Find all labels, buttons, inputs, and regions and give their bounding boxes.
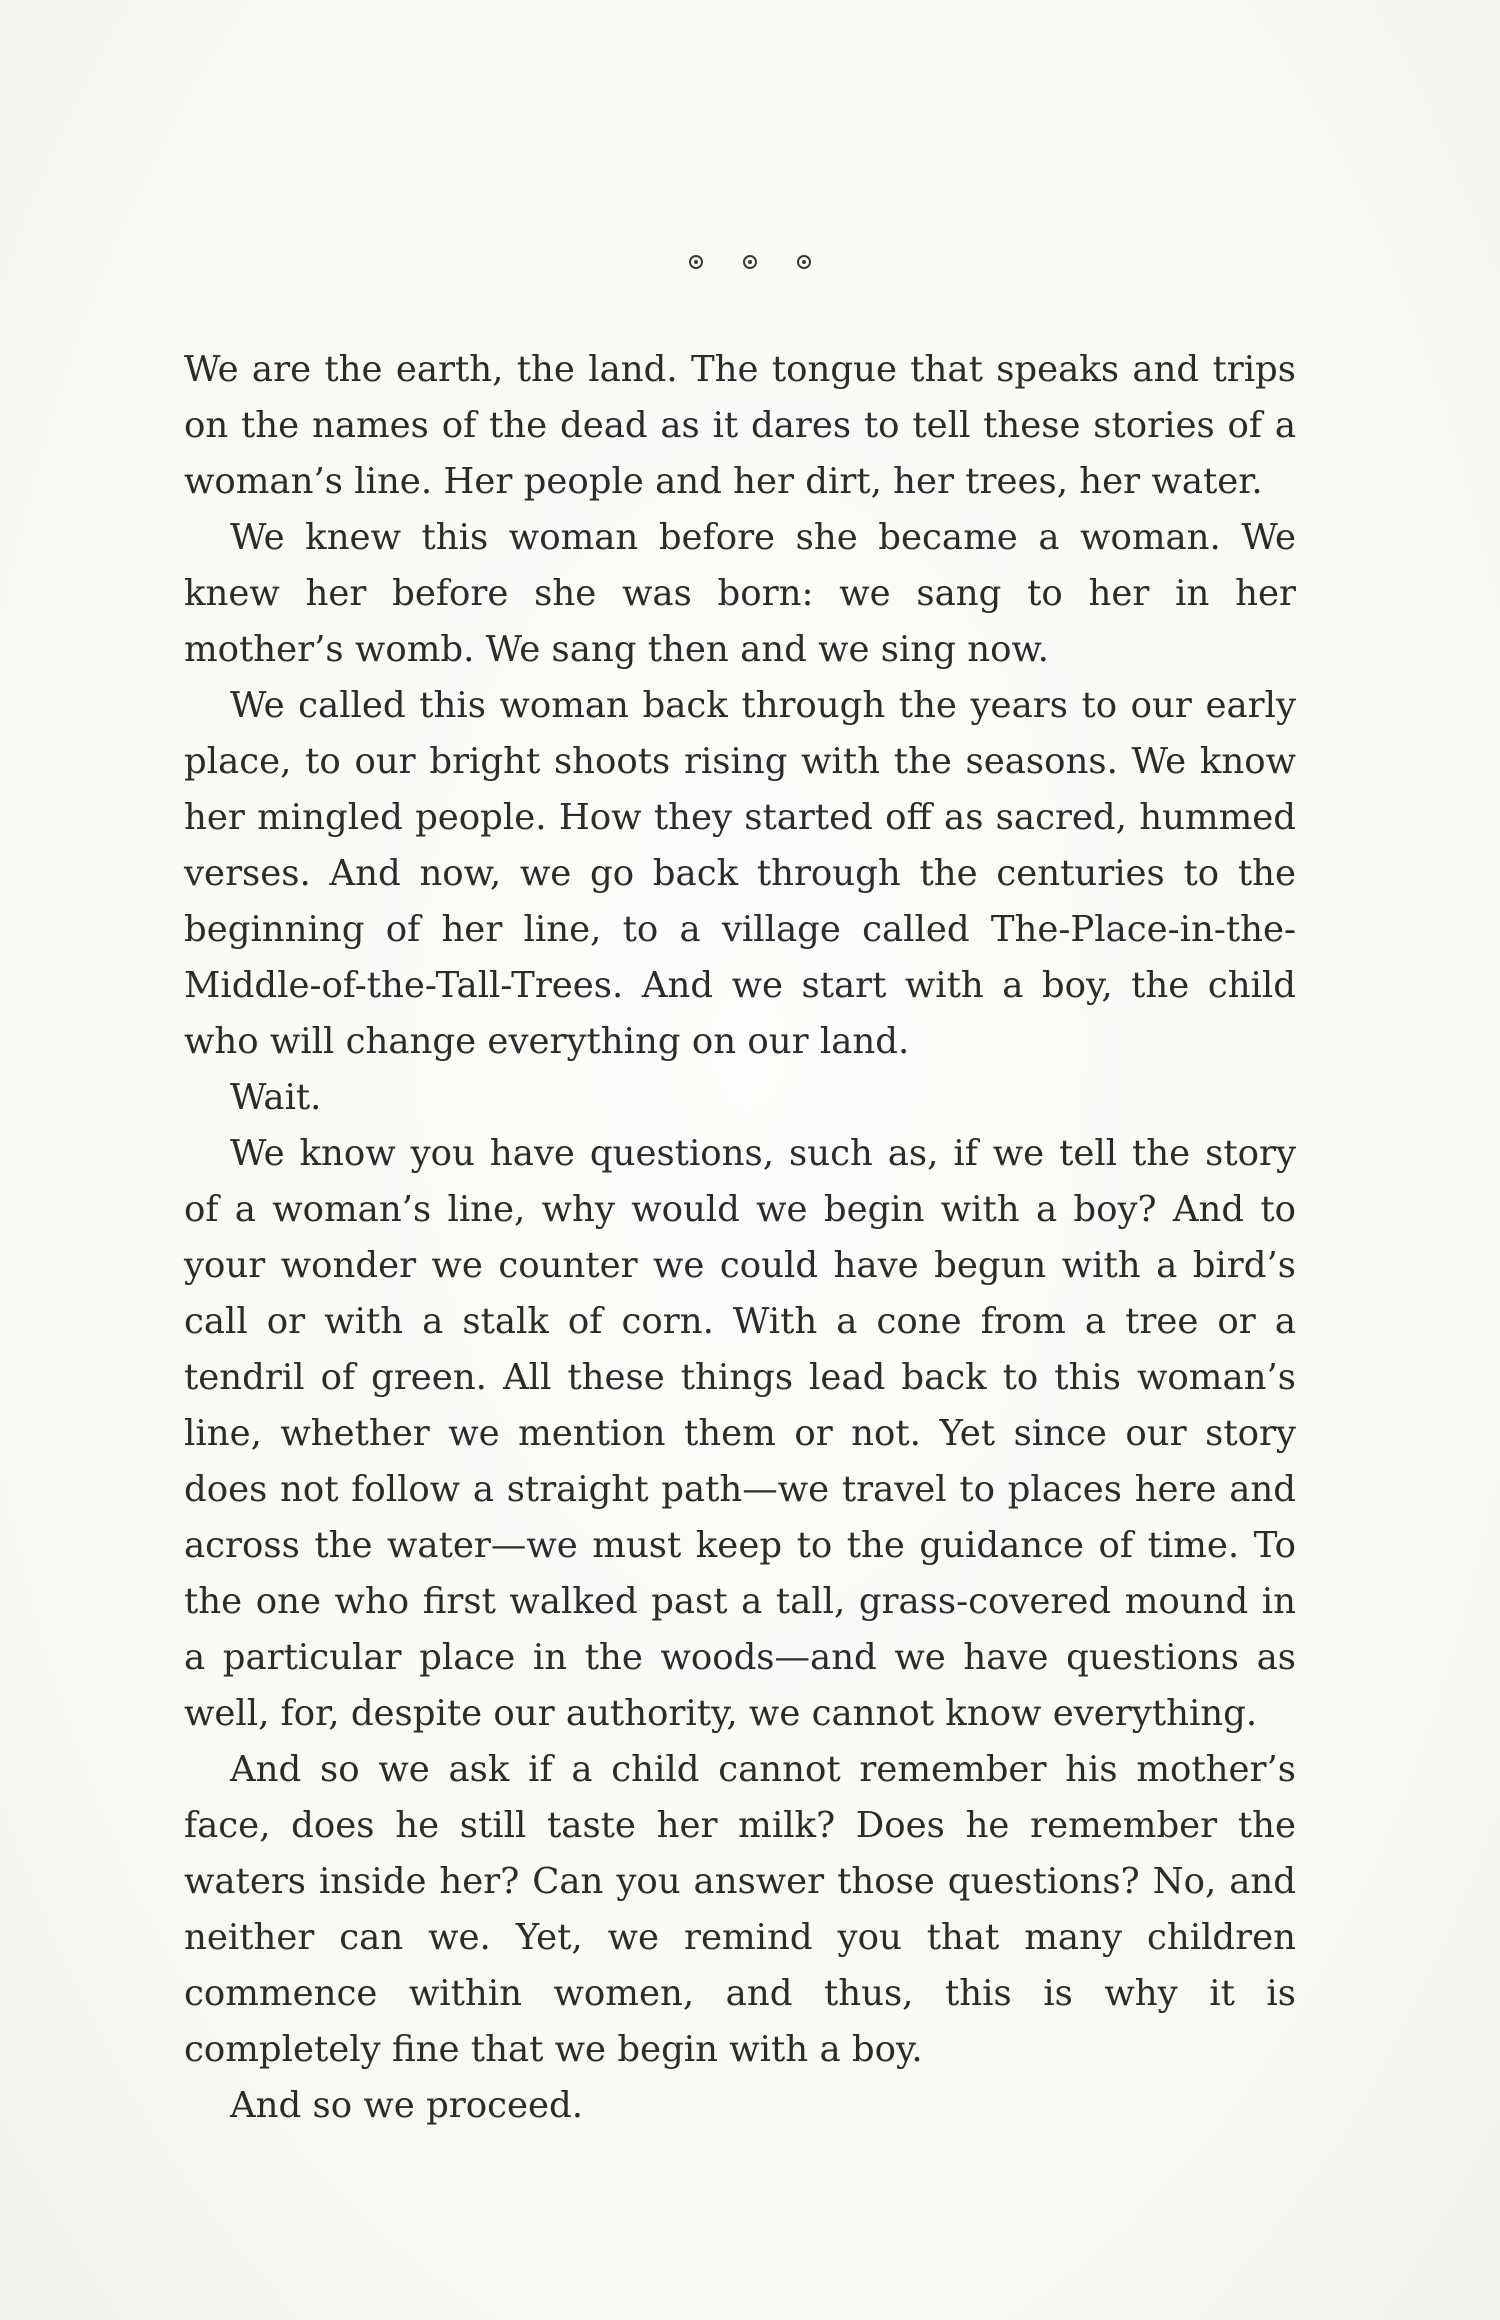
paragraph: And so we proceed. [230, 2085, 584, 2126]
paragraph: We knew this woman before she became a woman. We knew her before she was born: we sang to her in her mother’s womb. We sang then and we sing now. [184, 517, 1296, 670]
ornament-dot-icon [797, 255, 811, 269]
ornament-dot-icon [743, 255, 757, 269]
section-break-ornament [0, 255, 1500, 269]
body-text [184, 342, 1296, 2134]
paragraph: Wait. [230, 1077, 322, 1118]
paragraph: We called this woman back through the years to our early place, to our bright shoots rising with the seasons. We know her mingled people. How they started off as sacred, hummed verses. And now, we go back through the centuries to the beginning of her line, to a village called The-Place-in-the-Middle-of-the-Tall-Trees. And we start with a boy, the child who will change everything on our land. [184, 685, 1296, 1062]
paragraph: We know you have questions, such as, if we tell the story of a woman’s line, why would we begin with a boy? And to your wonder we counter we could have begun with a bird’s call or with a stalk of corn. With a cone from a tree or a tendril of green. All these things lead back to this woman’s line, whether we mention them or not. Yet since our story does not follow a straight path—we travel to places here and across the water—we must keep to the guidance of time. To the one who first walked past a tall, grass-covered mound in a particular place in the woods—and we have questions as well, for, despite our authority, we cannot know everything. [184, 1133, 1296, 1734]
paragraph: We are the earth, the land. The tongue that speaks and trips on the names of the dead as it dares to tell these stories of a woman’s line. Her people and her dirt, her trees, her water. [184, 349, 1296, 502]
ornament-dot-icon [689, 255, 703, 269]
paragraph: And so we ask if a child cannot remember his mother’s face, does he still taste her milk? Does he remember the waters inside her? Can you answer those questions? No, and neither can we. Yet, we remind you that many children commence within women, and thus, this is why it is completely fine that we begin with a boy. [184, 1749, 1296, 2070]
